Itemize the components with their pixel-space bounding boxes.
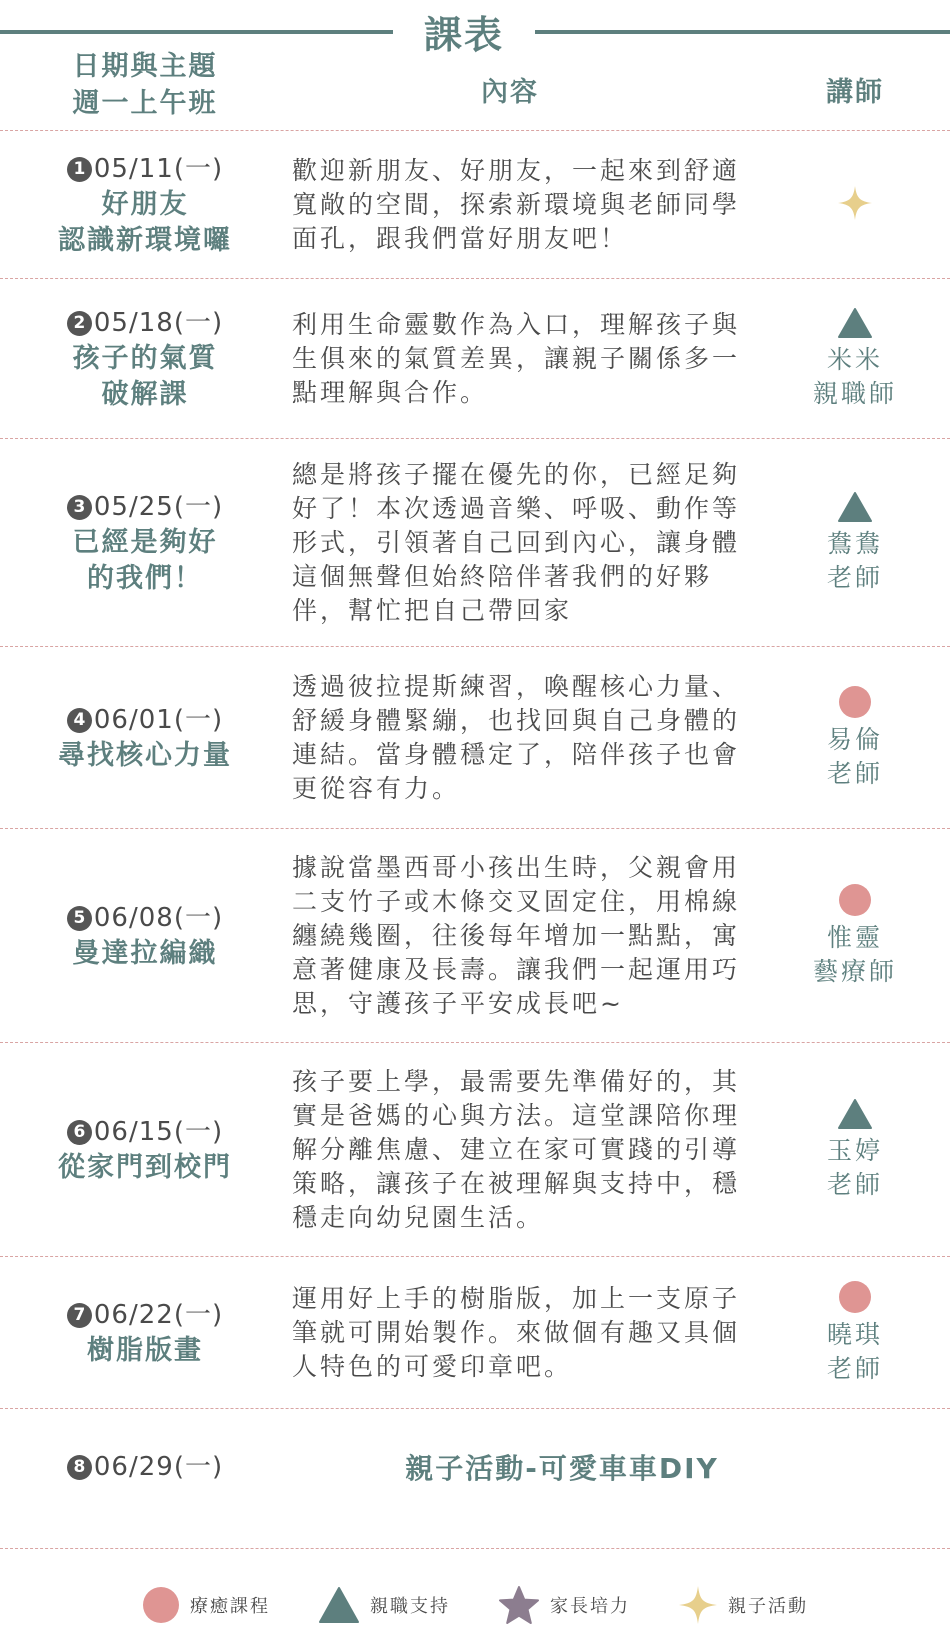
row-topic-line1: 從家門到校門	[58, 1152, 232, 1183]
row-date-text: 06/22(一)	[93, 1300, 224, 1330]
table-row	[0, 648, 950, 828]
row-topic-line1: 尋找核心力量	[58, 740, 232, 771]
circle-icon	[142, 1586, 180, 1624]
legend	[0, 1580, 950, 1630]
row-date-topic	[20, 1410, 270, 1524]
row-teacher	[770, 1044, 940, 1256]
row-date-text: 06/01(一)	[93, 705, 224, 735]
teacher-name-line2: 老師	[826, 1170, 883, 1199]
row-date-text: 05/18(一)	[93, 308, 224, 338]
table-row	[0, 1044, 950, 1256]
triangle-icon	[837, 307, 873, 339]
title-rule-left	[0, 30, 393, 34]
row-content	[292, 132, 762, 278]
divider	[0, 1042, 950, 1043]
row-content	[292, 440, 762, 646]
row-date	[67, 489, 223, 525]
row-date	[67, 1114, 223, 1150]
row-date	[67, 305, 223, 341]
row-number: 4	[67, 708, 92, 733]
row-date	[67, 900, 223, 936]
row-number: 2	[67, 311, 92, 336]
row-teacher	[770, 830, 940, 1042]
row-date	[67, 1449, 223, 1485]
circle-icon	[838, 685, 872, 719]
teacher-name-line1: 易倫	[826, 725, 883, 754]
row-topic-line2: 認識新環境囉	[58, 225, 232, 256]
row-content-text: 歡迎新朋友、好朋友，一起來到舒適寬敞的空間，探索新環境與老師同學面孔，跟我們當好朋友吧！	[292, 156, 741, 253]
teacher-name-line1: 米米	[826, 345, 883, 374]
header-content: 內容	[481, 77, 539, 108]
star-icon	[498, 1585, 540, 1625]
row-teacher	[770, 648, 940, 828]
row-content-text: 總是將孩子擺在優先的你，已經足夠好了！本次透過音樂、呼吸、動作等形式，引領著自己回到內心，讓身體這個無聲但始終陪伴著我們的好夥伴，幫忙把自己帶回家	[292, 460, 741, 625]
row-teacher	[770, 1258, 940, 1408]
legend-item	[142, 1586, 270, 1624]
row-date-text: 05/25(一)	[93, 492, 224, 522]
row-date-topic	[20, 1044, 270, 1256]
divider	[0, 1548, 950, 1549]
activity-title: 親子活動-可愛車車DIY	[405, 1452, 719, 1485]
table-row	[0, 132, 950, 278]
row-topic-line1: 樹脂版畫	[87, 1335, 203, 1366]
table-row	[0, 1410, 950, 1524]
row-teacher	[770, 280, 940, 438]
row-content	[292, 830, 762, 1042]
header-teacher: 講師	[826, 77, 884, 108]
divider	[0, 1256, 950, 1257]
row-number: 7	[67, 1303, 92, 1328]
row-date-topic	[20, 1258, 270, 1408]
table-row	[0, 830, 950, 1042]
row-content	[292, 1044, 762, 1256]
row-date-text: 06/29(一)	[93, 1452, 224, 1482]
divider	[0, 828, 950, 829]
triangle-icon	[318, 1586, 360, 1624]
table-row	[0, 440, 950, 646]
row-content	[292, 1258, 762, 1408]
star-icon	[678, 1585, 718, 1625]
page-title: 課表	[423, 13, 504, 57]
row-date	[67, 702, 223, 738]
row-date	[67, 1297, 223, 1333]
row-content-text: 孩子要上學，最需要先準備好的，其實是爸媽的心與方法。這堂課陪你理解分離焦慮、建立在家可實踐的引導策略，讓孩子在被理解與支持中，穩穩走向幼兒園生活。	[292, 1067, 741, 1232]
legend-item	[318, 1586, 450, 1624]
legend-item	[678, 1585, 808, 1625]
triangle-icon	[837, 1098, 873, 1130]
teacher-name-line2: 老師	[826, 759, 883, 788]
divider	[0, 278, 950, 279]
row-number: 3	[67, 495, 92, 520]
row-date-text: 06/08(一)	[93, 903, 224, 933]
table-header	[0, 48, 950, 132]
legend-label: 家長培力	[550, 1596, 630, 1617]
row-topic-line1: 好朋友	[101, 189, 189, 220]
teacher-name-line2: 藝療師	[812, 957, 897, 986]
teacher-name-line2: 親職師	[812, 379, 897, 408]
legend-label: 親子活動	[728, 1596, 808, 1617]
teacher-name-line1: 惟靈	[826, 923, 883, 952]
star-icon	[837, 185, 873, 221]
teacher-name-line1: 玉婷	[826, 1136, 883, 1165]
row-teacher	[770, 440, 940, 646]
divider	[0, 130, 950, 131]
row-content-text: 運用好上手的樹脂版，加上一支原子筆就可開始製作。來做個有趣又具個人特色的可愛印章吧。	[292, 1284, 741, 1381]
row-number: 6	[67, 1120, 92, 1145]
circle-icon	[838, 883, 872, 917]
teacher-name-line1: 鴦鴦	[826, 529, 883, 558]
row-date-topic	[20, 648, 270, 828]
row-topic-line1: 已經是夠好	[72, 527, 218, 558]
row-date-text: 06/15(一)	[93, 1117, 224, 1147]
row-date-topic	[20, 280, 270, 438]
row-topic-line1: 孩子的氣質	[72, 343, 218, 374]
row-date-text: 05/11(一)	[93, 154, 224, 184]
teacher-name-line2: 老師	[826, 1354, 883, 1383]
header-date-line2: 週一上午班	[72, 88, 218, 119]
divider	[0, 1408, 950, 1409]
row-topic-line2: 破解課	[101, 379, 189, 410]
row-date-topic	[20, 440, 270, 646]
row-number: 5	[67, 906, 92, 931]
legend-item	[498, 1585, 630, 1625]
title-rule-right	[535, 30, 950, 34]
row-teacher	[770, 132, 940, 278]
teacher-name-line1: 曉琪	[826, 1320, 883, 1349]
row-content	[292, 648, 762, 828]
row-content-text: 據說當墨西哥小孩出生時，父親會用二支竹子或木條交叉固定住，用棉線纏繞幾圈，往後每年增加一點點，寓意著健康及長壽。讓我們一起運用巧思，守護孩子平安成長吧~	[292, 853, 741, 1018]
circle-icon	[838, 1280, 872, 1314]
row-topic-line2: 的我們！	[87, 563, 203, 594]
row-number: 1	[67, 157, 92, 182]
teacher-name-line2: 老師	[826, 563, 883, 592]
table-row	[0, 280, 950, 438]
row-content-text: 透過彼拉提斯練習，喚醒核心力量、舒緩身體緊繃，也找回與自己身體的連結。當身體穩定了，陪伴孩子也會更從容有力。	[292, 672, 741, 803]
legend-label: 療癒課程	[190, 1596, 270, 1617]
row-content	[292, 280, 762, 438]
row-date-topic	[20, 830, 270, 1042]
triangle-icon	[837, 491, 873, 523]
row-content-text: 利用生命靈數作為入口，理解孩子與生俱來的氣質差異，讓親子關係多一點理解與合作。	[292, 310, 741, 407]
table-row	[0, 1258, 950, 1408]
row-topic-line1: 曼達拉編織	[72, 938, 218, 969]
header-date-line1: 日期與主題	[72, 51, 218, 82]
divider	[0, 646, 950, 647]
header-date	[20, 48, 270, 122]
row-date-topic	[20, 132, 270, 278]
row-number: 8	[67, 1455, 92, 1480]
legend-label: 親職支持	[370, 1596, 450, 1617]
row-date	[67, 151, 223, 187]
divider	[0, 438, 950, 439]
